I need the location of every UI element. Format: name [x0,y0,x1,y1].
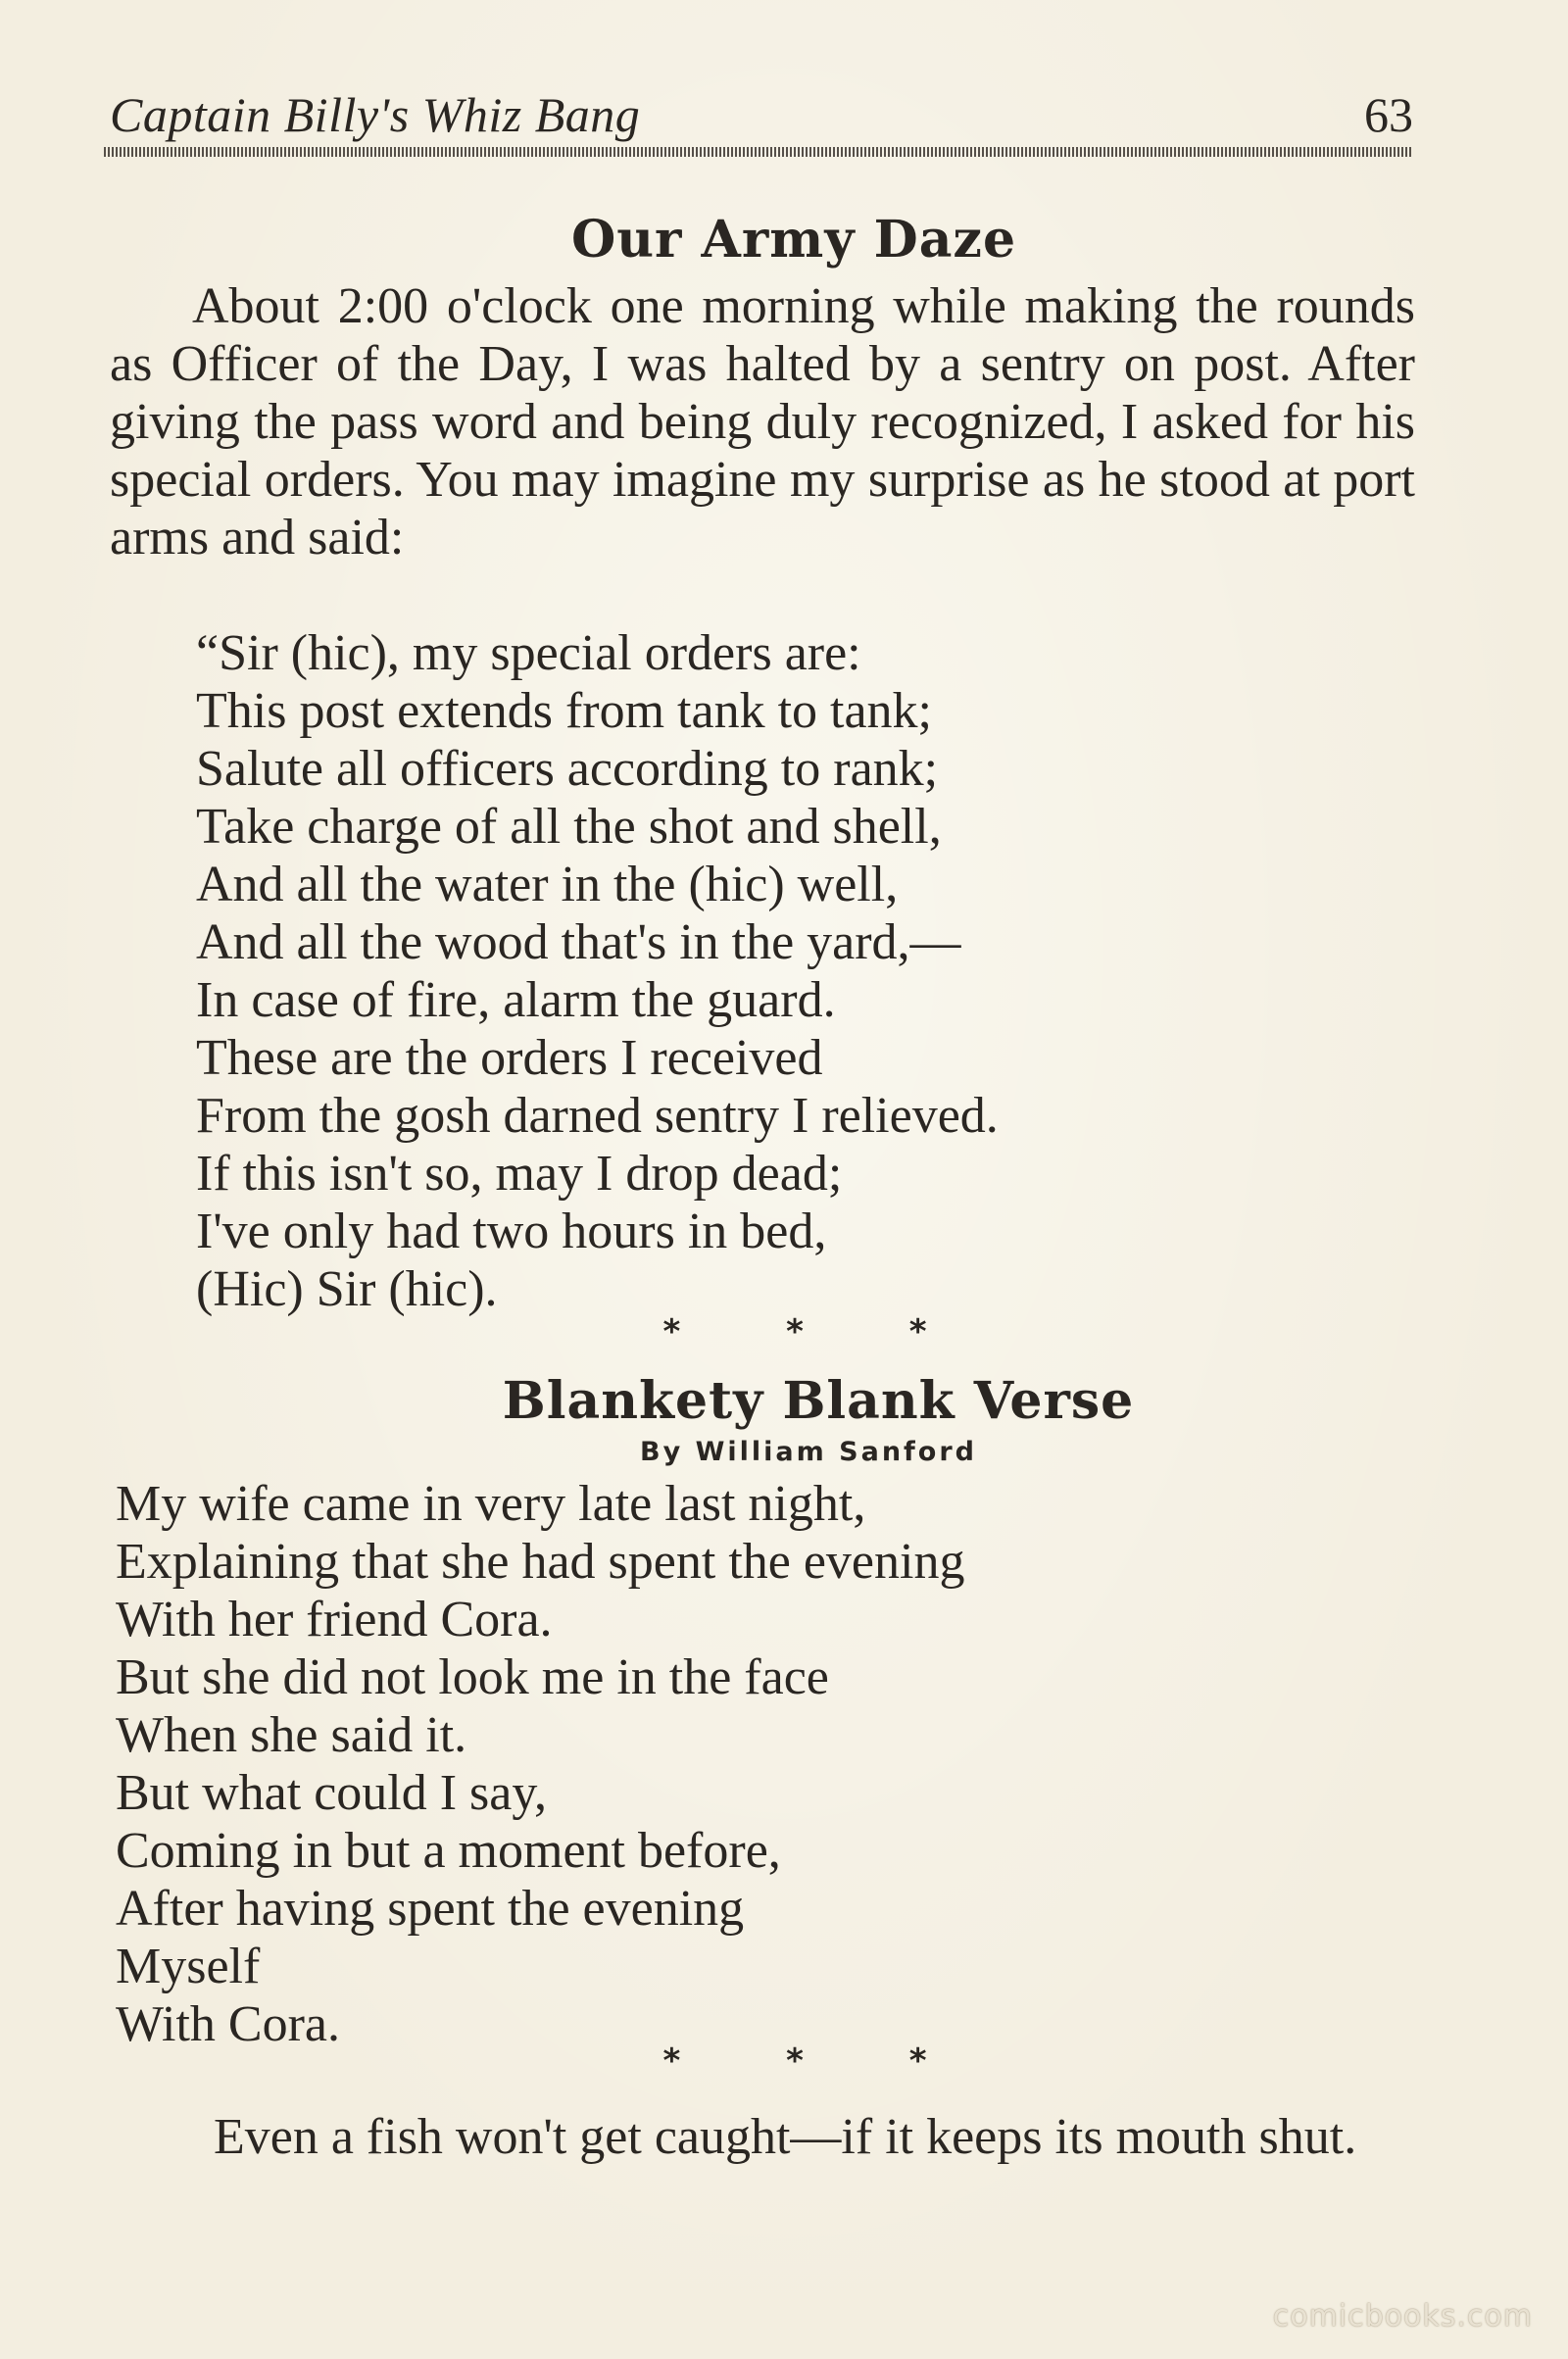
sentry-orders-verse [196,624,999,1318]
verse-line: Coming in but a moment before, [116,1823,781,1879]
verse-line: Take charge of all the shot and shell, [196,799,942,855]
verse-line: When she said it. [116,1707,467,1763]
verse-line: These are the orders I received [196,1030,823,1086]
section-separator: * * * [662,2041,974,2081]
verse-line: And all the water in the (hic) well, [196,857,899,912]
article-title-blankety-blank-verse: Blankety Blank Verse [502,1371,1135,1431]
header-rule [104,147,1413,157]
watermark-text: comicbooks.com [1272,2299,1533,2334]
running-title: Captain Billy's Whiz Bang [110,87,641,142]
verse-line: But she did not look me in the face [116,1649,829,1705]
verse-line: But what could I say, [116,1765,547,1821]
verse-line: From the gosh darned sentry I relieved. [196,1088,999,1144]
verse-line: Salute all officers according to rank; [196,741,939,797]
verse-line: And all the wood that's in the yard,— [196,914,961,970]
page-number: 63 [1364,87,1413,142]
byline: By William Sanford [640,1437,977,1467]
verse-line: I've only had two hours in bed, [196,1204,827,1259]
verse-line: In case of fire, alarm the guard. [196,972,836,1028]
quip-paragraph: Even a fish won't get caught—if it keeps its mouth shut. [214,2109,1357,2165]
article-paragraph: About 2:00 o'clock one morning while making the rounds as Officer of the Day, I was halted by a sentry on post. After giving the pass word and being duly recognized, I asked for his special orders. You may imagine my surprise as he stood at port arms and said: [110,278,1415,565]
running-head [110,80,1413,149]
verse-line: “Sir (hic), my special orders are: [196,625,861,681]
article-title-our-army-daze: Our Army Daze [570,210,1017,270]
verse-line: Myself [116,1939,261,1994]
verse-line: With Cora. [116,1996,340,2052]
verse-line: If this isn't so, may I drop dead; [196,1146,843,1202]
verse-line: This post extends from tank to tank; [196,683,933,739]
verse-line: After having spent the evening [116,1881,745,1937]
verse-line: My wife came in very late last night, [116,1476,866,1532]
section-separator: * * * [662,1312,974,1352]
verse-line: With her friend Cora. [116,1592,553,1647]
blank-verse-poem [116,1475,964,2053]
verse-line: (Hic) Sir (hic). [196,1261,498,1317]
verse-line: Explaining that she had spent the evening [116,1534,965,1590]
